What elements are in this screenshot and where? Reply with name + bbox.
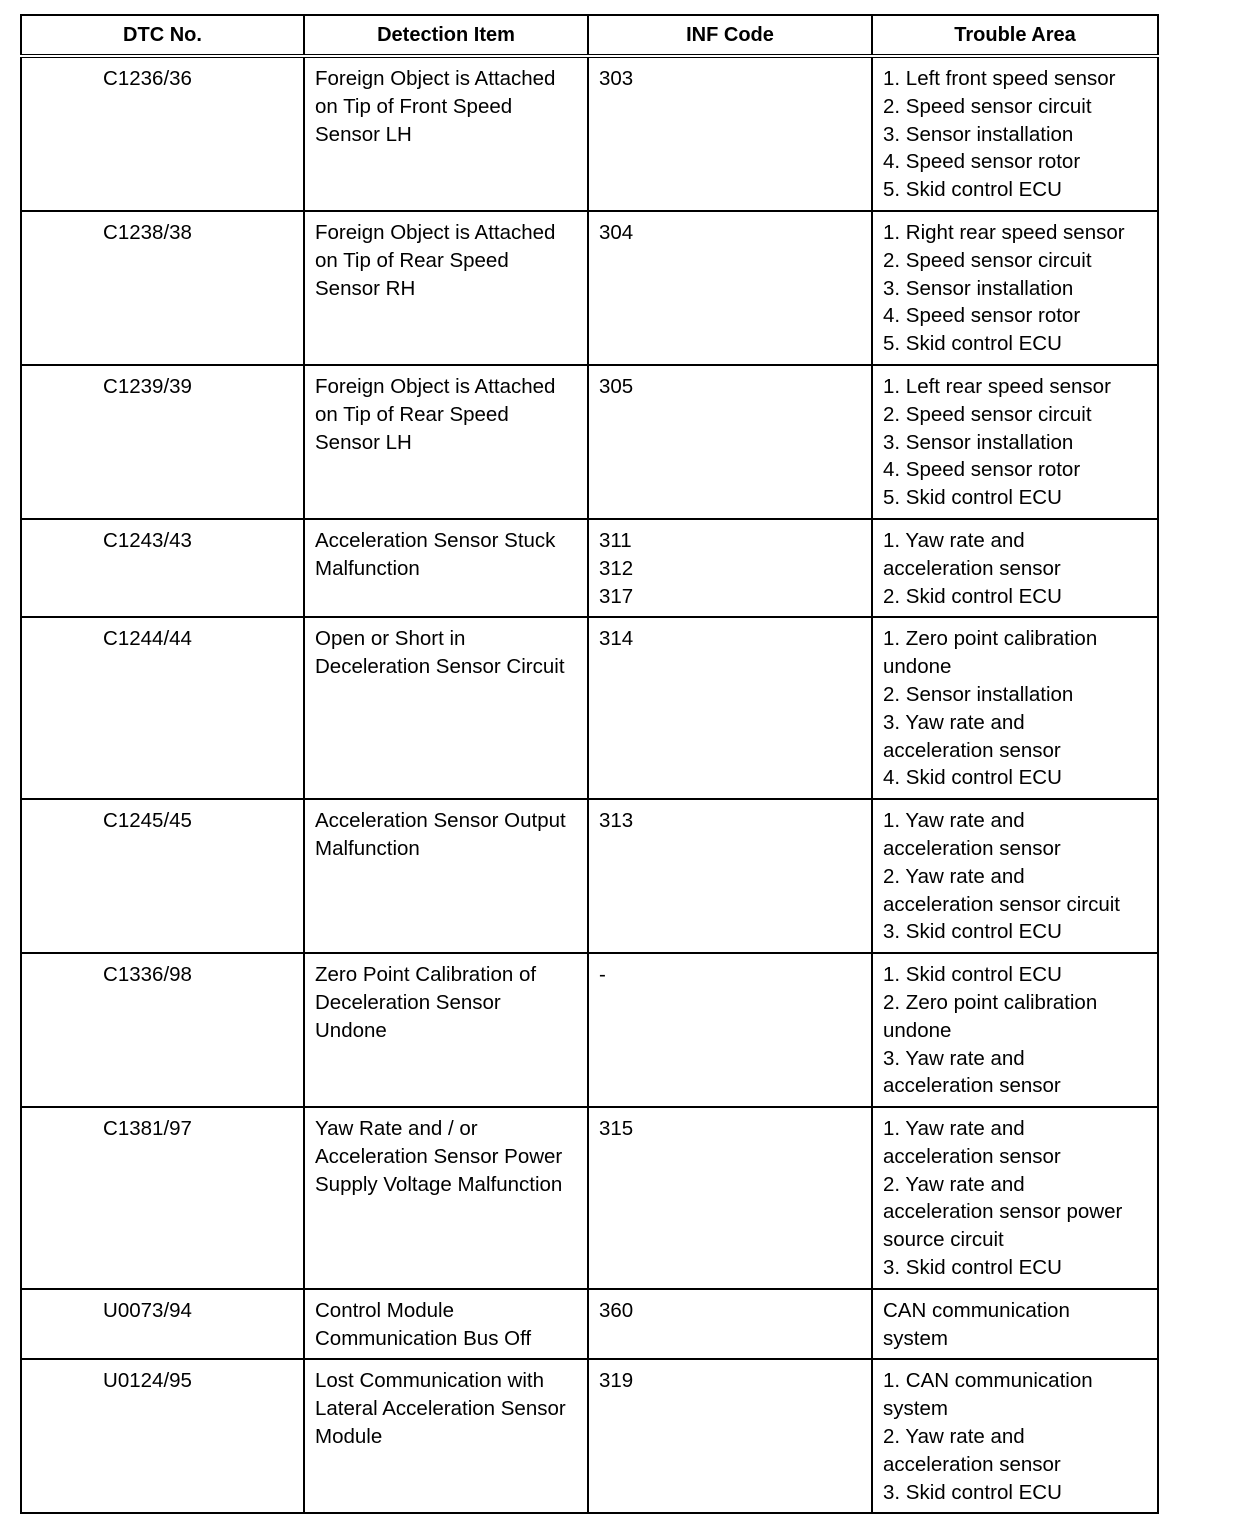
table-row: [21, 1359, 1158, 1513]
trouble-area-line: 1. Yaw rate and: [883, 528, 1025, 552]
trouble-area-line: 2. Speed sensor circuit: [883, 402, 1092, 426]
trouble-area-line: 5. Skid control ECU: [883, 178, 1062, 202]
dtc-number-cell: C1236/36: [21, 56, 304, 211]
trouble-area-line: 1. Skid control ECU: [883, 963, 1062, 987]
trouble-area-line: acceleration sensor: [883, 1074, 1061, 1098]
trouble-area-cell: [872, 1359, 1158, 1513]
inf-code: 315: [599, 1117, 634, 1141]
trouble-area-cell: [872, 365, 1158, 519]
trouble-area-cell: [872, 211, 1158, 365]
trouble-area-line: 3. Skid control ECU: [883, 1256, 1062, 1280]
trouble-area-line: undone: [883, 1018, 952, 1042]
table-row: [21, 953, 1158, 1107]
header-detection-item: Detection Item: [304, 15, 588, 56]
trouble-area-line: 4. Skid control ECU: [883, 766, 1062, 790]
trouble-area-line: source circuit: [883, 1228, 1004, 1252]
trouble-area-line: 3. Sensor installation: [883, 430, 1074, 454]
inf-code-cell: [588, 953, 872, 1107]
detection-item-cell: Control Module Communication Bus Off: [304, 1289, 588, 1360]
inf-code: 360: [599, 1298, 634, 1322]
dtc-number-cell: C1244/44: [21, 617, 304, 799]
trouble-area-line: 4. Speed sensor rotor: [883, 458, 1081, 482]
table-row: [21, 211, 1158, 365]
inf-code: 317: [599, 584, 634, 608]
dtc-number-cell: C1245/45: [21, 799, 304, 953]
inf-code-cell: [588, 617, 872, 799]
trouble-area-line: 4. Speed sensor rotor: [883, 304, 1081, 328]
inf-code: 313: [599, 809, 634, 833]
inf-code: 314: [599, 627, 634, 651]
inf-code-cell: [588, 799, 872, 953]
detection-item-cell: Foreign Object is Attached on Tip of Rear Speed Sensor LH: [304, 365, 588, 519]
trouble-area-line: 1. Zero point calibration: [883, 627, 1098, 651]
dtc-number-cell: C1239/39: [21, 365, 304, 519]
detection-item-cell: Acceleration Sensor Output Malfunction: [304, 799, 588, 953]
inf-code: 303: [599, 67, 634, 90]
inf-code-cell: [588, 56, 872, 211]
header-inf-code: INF Code: [588, 15, 872, 56]
dtc-number-cell: C1238/38: [21, 211, 304, 365]
header-dtc-no: DTC No.: [21, 15, 304, 56]
trouble-area-line: 1. Left rear speed sensor: [883, 374, 1111, 398]
trouble-area-cell: [872, 56, 1158, 211]
trouble-area-line: 3. Sensor installation: [883, 276, 1074, 300]
trouble-area-line: system: [883, 1397, 948, 1421]
trouble-area-line: 5. Skid control ECU: [883, 486, 1062, 510]
dtc-number-cell: U0073/94: [21, 1289, 304, 1360]
trouble-area-line: 3. Yaw rate and: [883, 710, 1025, 734]
detection-item-cell: Foreign Object is Attached on Tip of Rear Speed Sensor RH: [304, 211, 588, 365]
trouble-area-line: acceleration sensor power: [883, 1200, 1123, 1224]
table-row: [21, 365, 1158, 519]
header-row: [21, 15, 1158, 56]
trouble-area-cell: [872, 953, 1158, 1107]
detection-item-cell: Zero Point Calibration of Deceleration Sensor Undone: [304, 953, 588, 1107]
trouble-area-line: 3. Skid control ECU: [883, 1480, 1062, 1504]
inf-code-cell: [588, 1289, 872, 1360]
trouble-area-line: 3. Sensor installation: [883, 122, 1074, 146]
trouble-area-cell: [872, 1289, 1158, 1360]
trouble-area-line: undone: [883, 655, 952, 679]
inf-code-cell: [588, 365, 872, 519]
trouble-area-line: 4. Speed sensor rotor: [883, 150, 1081, 174]
trouble-area-line: 1. CAN communication: [883, 1369, 1093, 1393]
dtc-number-cell: U0124/95: [21, 1359, 304, 1513]
trouble-area-line: 2. Sensor installation: [883, 682, 1074, 706]
trouble-area-line: 2. Yaw rate and: [883, 1172, 1025, 1196]
trouble-area-cell: [872, 799, 1158, 953]
trouble-area-line: CAN communication: [883, 1298, 1070, 1322]
header-trouble-area: Trouble Area: [872, 15, 1158, 56]
inf-code: 305: [599, 374, 634, 398]
trouble-area-line: 2. Yaw rate and: [883, 864, 1025, 888]
table-row: [21, 617, 1158, 799]
detection-item-cell: Foreign Object is Attached on Tip of Front Speed Sensor LH: [304, 56, 588, 211]
trouble-area-line: acceleration sensor: [883, 556, 1061, 580]
table-row: [21, 1289, 1158, 1360]
trouble-area-cell: [872, 519, 1158, 617]
trouble-area-line: acceleration sensor circuit: [883, 892, 1120, 916]
table-row: [21, 1107, 1158, 1289]
trouble-area-line: 2. Yaw rate and: [883, 1425, 1025, 1449]
trouble-area-line: acceleration sensor: [883, 836, 1061, 860]
inf-code: 319: [599, 1369, 634, 1393]
inf-code: 311: [599, 528, 632, 552]
inf-code: 312: [599, 556, 634, 580]
trouble-area-cell: [872, 617, 1158, 799]
table-row: [21, 799, 1158, 953]
dtc-number-cell: C1243/43: [21, 519, 304, 617]
trouble-area-line: 2. Zero point calibration: [883, 990, 1098, 1014]
trouble-area-line: 1. Yaw rate and: [883, 1117, 1025, 1141]
trouble-area-line: 2. Skid control ECU: [883, 584, 1062, 608]
table-row: [21, 519, 1158, 617]
inf-code-cell: [588, 1107, 872, 1289]
trouble-area-line: acceleration sensor: [883, 1144, 1061, 1168]
trouble-area-line: acceleration sensor: [883, 738, 1061, 762]
trouble-area-line: 2. Speed sensor circuit: [883, 94, 1092, 118]
trouble-area-line: acceleration sensor: [883, 1452, 1061, 1476]
trouble-area-line: 2. Speed sensor circuit: [883, 248, 1092, 272]
trouble-area-line: system: [883, 1326, 948, 1350]
dtc-number-cell: C1336/98: [21, 953, 304, 1107]
trouble-area-line: 1. Left front speed sensor: [883, 67, 1116, 90]
trouble-area-cell: [872, 1107, 1158, 1289]
detection-item-cell: Lost Communication with Lateral Acceleration Sensor Module: [304, 1359, 588, 1513]
inf-code-cell: [588, 211, 872, 365]
inf-code-cell: [588, 519, 872, 617]
dtc-number-cell: C1381/97: [21, 1107, 304, 1289]
trouble-area-line: 5. Skid control ECU: [883, 332, 1062, 356]
table-body: [21, 56, 1158, 1513]
trouble-area-line: 1. Right rear speed sensor: [883, 220, 1125, 244]
detection-item-cell: Acceleration Sensor Stuck Malfunction: [304, 519, 588, 617]
trouble-area-line: 3. Skid control ECU: [883, 920, 1062, 944]
inf-code: -: [599, 963, 606, 987]
inf-code: 304: [599, 220, 634, 244]
detection-item-cell: Yaw Rate and / or Acceleration Sensor Power Supply Voltage Malfunction: [304, 1107, 588, 1289]
inf-code-cell: [588, 1359, 872, 1513]
trouble-area-line: 1. Yaw rate and: [883, 809, 1025, 833]
table-row: [21, 56, 1158, 211]
dtc-table: [20, 14, 1159, 1514]
detection-item-cell: Open or Short in Deceleration Sensor Circuit: [304, 617, 588, 799]
trouble-area-line: 3. Yaw rate and: [883, 1046, 1025, 1070]
